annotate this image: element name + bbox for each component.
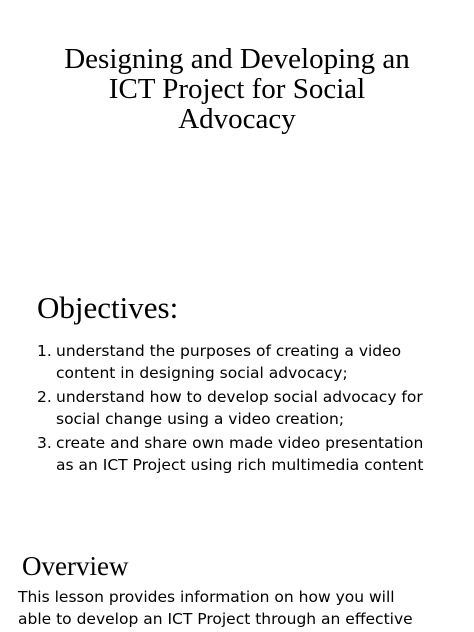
document-title (40, 44, 434, 134)
objectives-list (37, 340, 457, 478)
objective-item (37, 386, 457, 430)
title-line: Designing and Developing an (64, 43, 410, 75)
objective-number: 2. (37, 388, 52, 406)
objective-item (37, 340, 457, 384)
overview-text-line: able to develop an ICT Project through an effective (18, 610, 413, 628)
title-line: Advocacy (178, 103, 296, 135)
objective-text-line: social change using a video creation; (56, 410, 345, 428)
objective-text-line: create and share own made video presentation (56, 434, 424, 452)
overview-text-line: This lesson provides information on how you will (18, 588, 395, 606)
objective-item (37, 432, 457, 476)
objective-text-line: understand the purposes of creating a video (56, 342, 402, 360)
overview-paragraph (18, 586, 468, 630)
objectives-heading: Objectives: (37, 290, 179, 325)
objective-text-line: as an ICT Project using rich multimedia content (56, 456, 424, 474)
objective-text-line: content in designing social advocacy; (56, 364, 348, 382)
objective-number: 3. (37, 434, 52, 452)
title-line: ICT Project for Social (108, 73, 366, 105)
objective-number: 1. (37, 342, 52, 360)
overview-heading: Overview (22, 551, 129, 581)
objective-text-line: understand how to develop social advocacy for (56, 388, 423, 406)
